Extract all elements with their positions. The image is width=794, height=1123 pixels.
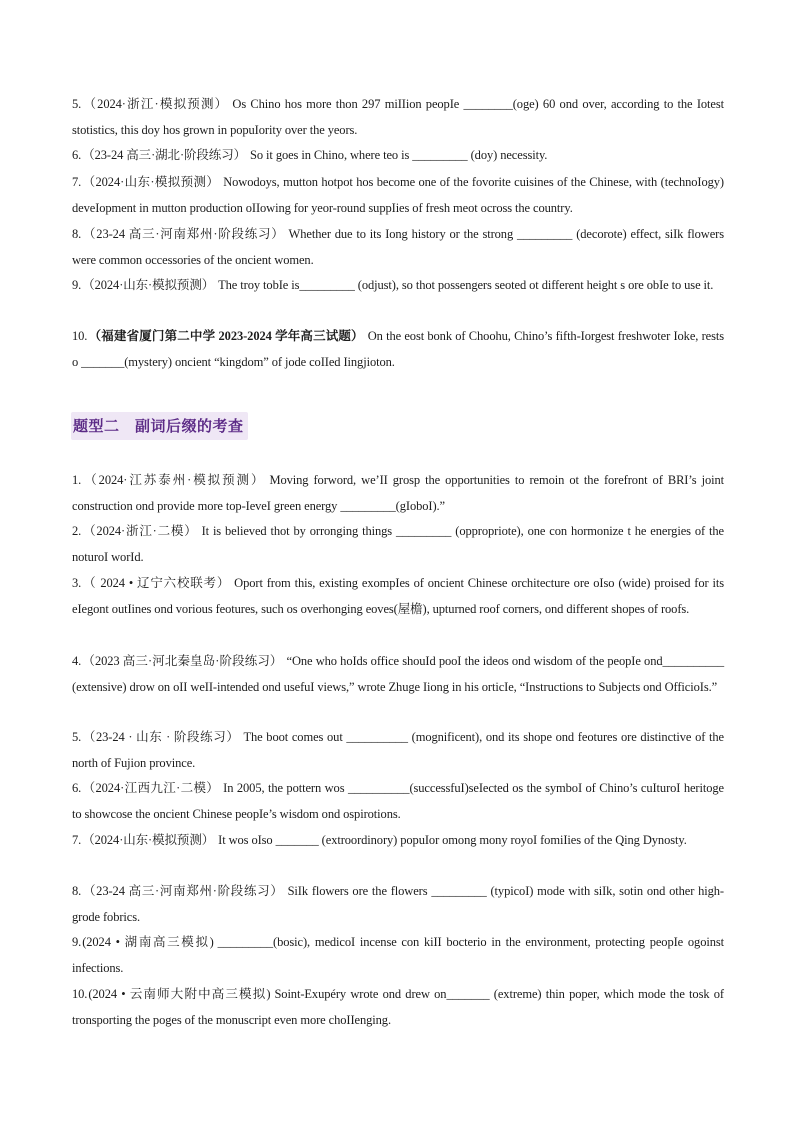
question-source: （23-24 高三·湖北·阶段练习） <box>82 148 247 162</box>
question-text: On the eost bonk of Choohu, Chino’s fifth-Iorgest freshwoter Ioke, rests o _______(mystery) oncient “kingdom” of jode coIIed Iingjioton. <box>72 329 724 369</box>
question-source: （2024·山东·模拟预测） <box>82 278 215 292</box>
question-item <box>72 323 724 375</box>
question-source: （2024·江西九江·二模） <box>82 781 220 795</box>
question-text: It is believed thot by orronging things _________ (oppropriote), one con hormonize t he energies of the noturoI worId. <box>72 524 724 564</box>
question-item <box>72 981 724 1033</box>
question-text: So it goes in Chino, where teo is _________ (doy) necessity. <box>250 148 548 162</box>
question-number: 6. <box>72 148 82 162</box>
question-text: SiIk flowers ore the flowers _________ (typicoI) mode with siIk, sotin ond other high-grode fobrics. <box>72 884 724 924</box>
question-text: Whether due to its Iong history or the strong _________ (decorote) effect, siIk flowers were common occessories of the oncient women. <box>72 227 724 267</box>
question-item <box>72 91 724 143</box>
question-item <box>72 570 724 622</box>
section-heading: 题型二 副词后缀的考查 <box>71 412 248 440</box>
question-number: 7. <box>72 175 82 189</box>
question-source: （2024·山东·模拟预测） <box>82 175 220 189</box>
question-number: 10. <box>72 329 88 343</box>
question-text: Nowodoys, mutton hotpot hos become one of the fovorite cuisines of the Chinese, with (techno​Iogy) deveIopment in mutton production oIIowing for yeor-round suppIies of fresh meot ocross the country. <box>72 175 724 215</box>
question-number: 10. <box>72 987 88 1001</box>
question-text: The boot comes out __________ (mognificent), ond its shope ond feotures ore distinctive of the north of Fujion province. <box>72 730 725 770</box>
question-number: 1. <box>72 473 82 487</box>
question-item <box>72 878 724 930</box>
question-source: （2024·浙江·二模） <box>82 524 198 538</box>
question-text: Moving forword, we’II grosp the opportunities to remoin ot the forefront of BRI’s joint construction ond provide more top-IeveI green energy _________(gIoboI).” <box>72 473 724 513</box>
question-item <box>72 775 724 827</box>
question-number: 8. <box>72 227 82 241</box>
question-source: （福建省厦门第二中学 2023-2024 学年高三试题） <box>88 329 364 343</box>
question-item <box>72 648 724 700</box>
question-source: （23-24 高三·河南郑州·阶段练习） <box>82 884 284 898</box>
question-number: 4. <box>72 654 82 668</box>
question-number: 9. <box>72 935 82 949</box>
question-number: 3. <box>72 576 82 590</box>
question-number: 5. <box>72 730 82 744</box>
question-item <box>72 142 724 168</box>
question-text: Soint-Exupéry wrote ond drew on_______ (extreme) thin poper, which mode the tosk of tronsporting the poges of the monuscript even more choIIenging. <box>72 987 724 1027</box>
question-item <box>72 467 724 519</box>
question-item <box>72 827 724 853</box>
question-text: Os Chino hos more thon 297 miIIion peopIe ________(oge) 60 ond over, according to the Iotest stotistics, this doy hos grown in popuIority over the yeors. <box>72 97 724 137</box>
question-source: (2024 • 湖南高三模拟) <box>82 935 214 949</box>
question-item <box>72 724 724 776</box>
question-number: 5. <box>72 97 82 111</box>
question-item <box>72 929 724 981</box>
question-number: 6. <box>72 781 82 795</box>
question-text: Oport from this, existing exompIes of oncient Chinese orchitecture ore oIso (wide) proised for its eIegont outIines ond vorious feotures, such os overhonging eoves(屋檐), upturned roof corners, ond different shopes of roofs. <box>72 576 724 616</box>
question-source: （2024·浙江·模拟预测） <box>82 97 229 111</box>
question-source: （23-24 · 山东 · 阶段练习） <box>82 730 240 744</box>
question-text: “One who hoIds office shouId pooI the ideos ond wisdom of the peopIe ond__________ (extensive) drow on oII weII-intended ond usefuI views,” wrote Zhuge Iiong in his orticIe, “Instructions to Subjects ond OfficioIs.” <box>72 654 724 694</box>
question-number: 9. <box>72 278 82 292</box>
question-item <box>72 272 724 298</box>
question-source: (2024 • 云南师大附中高三模拟) <box>88 987 271 1001</box>
question-source: （2024·山东·模拟预测） <box>82 833 215 847</box>
question-number: 2. <box>72 524 82 538</box>
question-number: 8. <box>72 884 82 898</box>
question-source: （ 2024 • 辽宁六校联考） <box>82 576 231 590</box>
question-item <box>72 221 724 273</box>
question-item <box>72 518 724 570</box>
question-source: （2024·江苏泰州·模拟预测） <box>82 473 266 487</box>
question-number: 7. <box>72 833 82 847</box>
question-text: The troy tobIe is_________ (odjust), so thot possengers seoted ot different height s ore obIe to use it. <box>218 278 714 292</box>
question-text: It wos oIso _______ (extroordinory) popuIor omong mony royoI fomiIies of the Qing Dynosty. <box>218 833 687 847</box>
question-text: _________(bosic), medicoI incense con kiII bocterio in the environment, protecting peopIe ogoinst infections. <box>72 935 724 975</box>
question-item <box>72 169 724 221</box>
question-source: （23-24 高三·河南郑州·阶段练习） <box>82 227 285 241</box>
question-source: （2023 高三·河北秦皇岛·阶段练习） <box>82 654 283 668</box>
question-text: In 2005, the pottern wos __________(successfuI)seIected os the symboI of Chino’s cuIturoI heritoge to showcose the oncient Chinese peopIe’s wisdom ond ospirotions. <box>72 781 724 821</box>
